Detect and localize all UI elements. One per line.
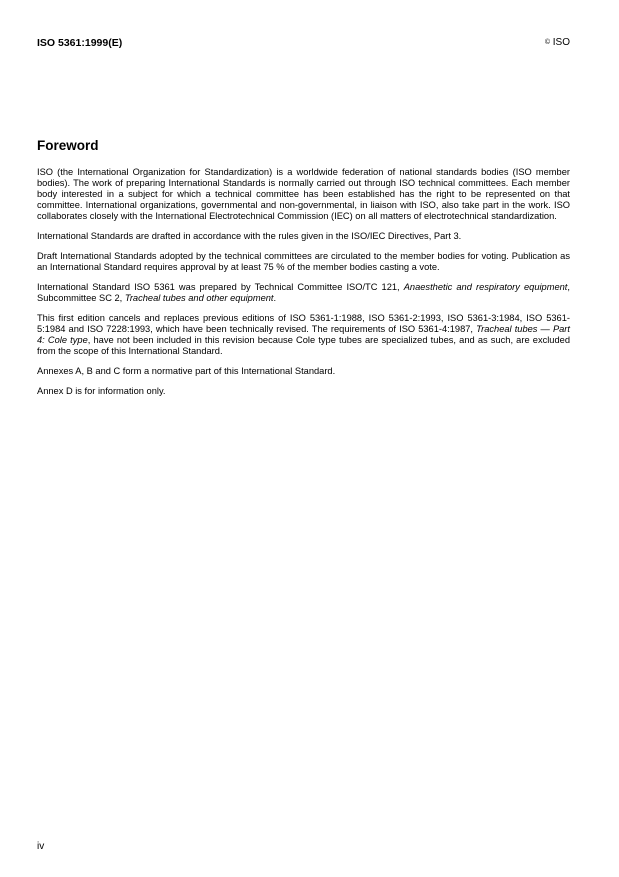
paragraph-iso-overview: ISO (the International Organization for Standardization) is a worldwide federation of national standards bodies (ISO member bodies). The work of preparing International Standards is normally carried out through ISO technical committees. Each member body interested in a subject for which a technical committee has been established has the right to be represented on that committee. International organizations, governmental and non-governmental, in liaison with ISO, also take part in the work. ISO collaborates closely with the International Electrotechnical Commission (IEC) on all matters of electrotechnical standardization.: [37, 167, 570, 221]
edition-part-title: Tracheal tubes — Part 4: Cole type: [37, 324, 570, 345]
committee-text-3: .: [273, 293, 277, 303]
page-number: iv: [37, 841, 45, 852]
copyright-notice: [545, 37, 570, 48]
paragraph-informative-annex: Annex D is for information only.: [37, 386, 166, 396]
paragraph-voting: Draft International Standards adopted by the technical committees are circulated to the member bodies for voting. Publication as an International Standard requires approval by at least 75 % of the member bodies casting a vote.: [37, 251, 570, 272]
copyright-owner: ISO: [552, 37, 570, 48]
paragraph-committee: [37, 282, 570, 304]
committee-name: Anaesthetic and respiratory equipment: [403, 282, 568, 292]
committee-text-1: International Standard ISO 5361 was prepared by Technical Committee ISO/TC 121,: [37, 282, 404, 292]
paragraph-edition: [37, 313, 570, 357]
edition-text-1: This first edition cancels and replaces previous editions of ISO 5361-1:1988, ISO 5361-2:1993, ISO 5361-3:1984, ISO 5361-5:1984 and ISO 7228:1993, which have been technically revised. The requirements of ISO 5361-4:1987,: [37, 313, 570, 334]
subcommittee-name: Tracheal tubes and other equipment: [124, 293, 274, 303]
paragraph-drafting-rules: International Standards are drafted in accordance with the rules given in the ISO/IEC Directives, Part 3.: [37, 231, 462, 241]
document-id: ISO 5361:1999(E): [37, 37, 123, 49]
paragraph-normative-annexes: Annexes A, B and C form a normative part of this International Standard.: [37, 366, 336, 376]
edition-text-2: , have not been included in this revision because Cole type tubes are specialized tubes, and as such, are excluded from the scope of this International Standard.: [37, 335, 570, 356]
committee-text-2: , Subcommittee SC 2,: [37, 282, 570, 303]
copyright-icon: ©: [544, 39, 550, 46]
foreword-body: [37, 167, 570, 406]
page-title: Foreword: [37, 138, 99, 153]
